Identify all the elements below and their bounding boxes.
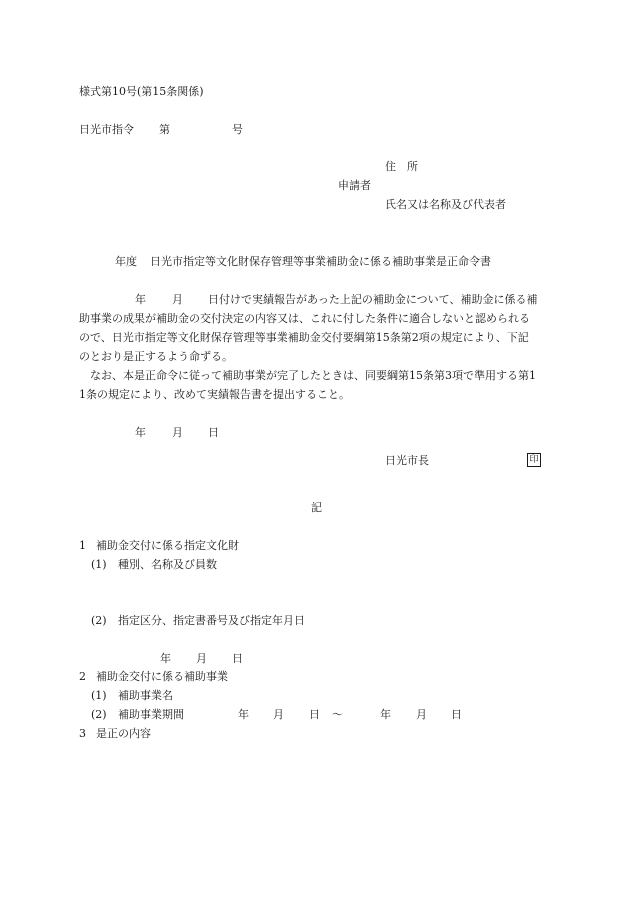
p2-line2: 1条の規定により、改めて実績報告書を提出すること。 — [79, 388, 350, 401]
ref-gou: 号 — [232, 123, 243, 136]
p1-line2: 助事業の成果が補助金の交付決定の内容又は、これに付した条件に適合しないと認められる — [79, 312, 530, 325]
period-month2: 月 — [416, 708, 427, 721]
title-nendo: 年度 — [115, 255, 137, 268]
section2-label: 補助金交付に係る補助事業 — [96, 670, 228, 683]
period-tilde: 〜 — [332, 708, 343, 721]
p1-line4: のとおり是正するよう命ずる。 — [79, 350, 233, 363]
section1-item2: 指定区分、指定書番号及び指定年月日 — [118, 614, 305, 627]
applicant-label: 申請者 — [338, 179, 371, 192]
section1-num: 1 — [79, 539, 86, 552]
section1-date-year: 年 — [160, 652, 171, 665]
section1-label: 補助金交付に係る指定文化財 — [96, 539, 239, 552]
mayor-label: 日光市長 — [385, 454, 429, 467]
ref-dai: 第 — [159, 123, 170, 136]
date-month: 月 — [172, 426, 183, 439]
p1-month: 月 — [172, 293, 183, 306]
p1-line1: 日付けで実績報告があった上記の補助金について、補助金に係る補 — [208, 293, 538, 306]
section1-date-day: 日 — [232, 652, 243, 665]
period-year2: 年 — [380, 708, 391, 721]
applicant-name-label: 氏名又は名称及び代表者 — [385, 198, 506, 211]
seal-stamp: 印 — [527, 453, 541, 467]
p1-line3: ので、日光市指定等文化財保存管理等事業補助金交付要綱第15条第2項の規定により、下記 — [79, 331, 529, 344]
section2-num: 2 — [79, 670, 86, 683]
section3-label: 是正の内容 — [96, 727, 151, 740]
section3-num: 3 — [79, 727, 86, 740]
section2-item1-num: (1) — [91, 689, 107, 702]
period-month1: 月 — [273, 708, 284, 721]
period-year1: 年 — [238, 708, 249, 721]
form-number: 様式第10号(第15条関係) — [79, 85, 204, 98]
section2-item2-num: (2) — [91, 708, 107, 721]
applicant-address-label: 住 所 — [385, 160, 418, 173]
date-year: 年 — [135, 426, 146, 439]
section1-item2-num: (2) — [91, 614, 107, 627]
section2-item1: 補助事業名 — [118, 689, 173, 702]
p1-year: 年 — [135, 293, 146, 306]
title-text: 日光市指定等文化財保存管理等事業補助金に係る補助事業是正命令書 — [150, 255, 491, 268]
section1-date-month: 月 — [196, 652, 207, 665]
section2-item2: 補助事業期間 — [118, 708, 184, 721]
date-day: 日 — [208, 426, 219, 439]
ki-heading: 記 — [311, 501, 322, 514]
period-day2: 日 — [451, 708, 462, 721]
period-day1: 日 — [309, 708, 320, 721]
section1-item1: 種別、名称及び員数 — [118, 558, 217, 571]
section1-item1-num: (1) — [91, 558, 107, 571]
ref-city: 日光市指令 — [79, 123, 134, 136]
p2-line1: なお、本是正命令に従って補助事業が完了したときは、同要綱第15条第3項で準用する第1 — [90, 369, 536, 382]
